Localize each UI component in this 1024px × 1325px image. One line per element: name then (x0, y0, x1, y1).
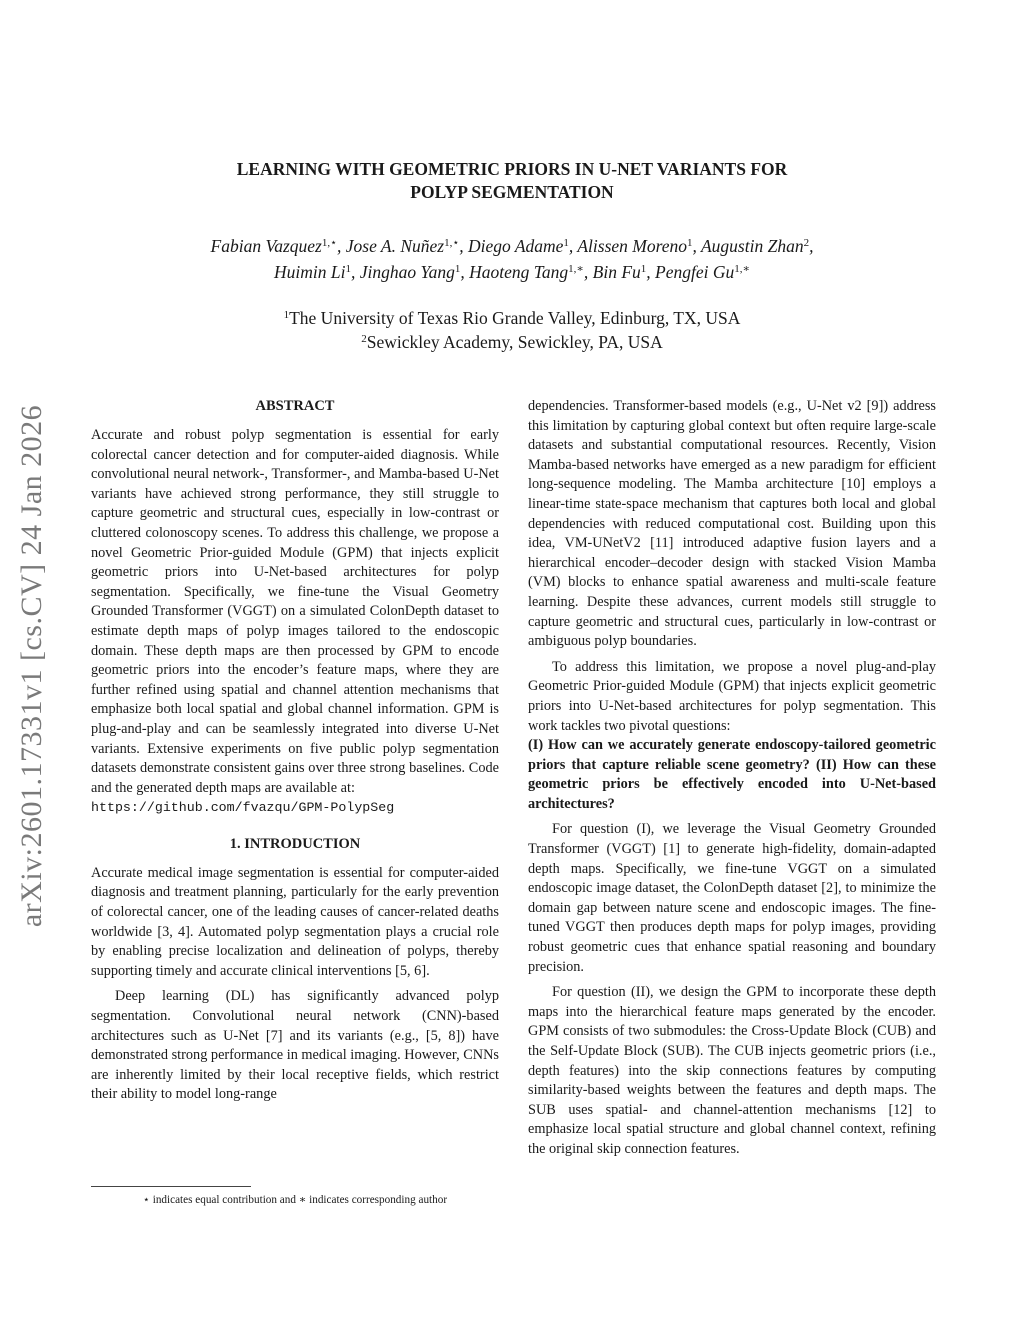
affiliation-1 (150, 306, 874, 330)
intro-paragraph-2: Deep learning (DL) has significantly advanced polyp segmentation. Convolutional neural network (CNN)-based architectures such as U-Net [7] and its variants (e.g., [5, 8]) have demonstrated strong performance in medical imaging. However, CNNs are inherently limited by their local receptive fields, which restrict their ability to model long-range (91, 988, 499, 1103)
arxiv-stamp-text: arXiv:2601.17331v1 [cs.CV] 24 Jan 2026 (15, 404, 48, 928)
footnote: ⋆ indicates equal contribution and ∗ indicates corresponding author (142, 1194, 448, 1206)
author-name: Alissen Moreno (577, 236, 688, 256)
affiliation-text: The University of Texas Rio Grande Valley, Edinburg, TX, USA (289, 308, 741, 328)
question-2: (II) How can these geometric priors be effectively encoded into U-Net-based architectures? (528, 756, 937, 812)
arxiv-stamp (8, 372, 56, 960)
code-url-link[interactable]: https://github.com/fvazqu/GPM-PolypSeg (91, 800, 395, 816)
right-paragraph-4: For question (II), we design the GPM to incorporate these depth maps into the hierarchical feature maps generated by the encoder. GPM consists of two submodules: the Cross-Update Block (CUB) and the Self-Update Block (SUB). The CUB injects geometric priors (i.e., depth features) into the skip connections features by computing similarity-based weights between the features and depth maps. The SUB uses spatial- and channel-attention mechanisms [12] to emphasize local spatial structure and global channel context, refining the original skip connection features. (528, 984, 936, 1157)
author-name: Fabian Vazquez (210, 236, 322, 256)
abstract-paragraph (91, 426, 499, 818)
affiliation-2 (150, 330, 874, 354)
author-affil-sup: 1 (454, 263, 461, 275)
author-affil-sup: 1,∗ (568, 263, 584, 275)
author-name: Huimin Li (274, 262, 346, 282)
author-list (120, 233, 904, 285)
affiliation-text: Sewickley Academy, Sewickley, PA, USA (366, 332, 663, 352)
abstract-heading: ABSTRACT (255, 398, 335, 414)
author-name: Jinghao Yang (359, 262, 455, 282)
paper-title (150, 158, 874, 204)
author-affil-sup: 1,∗ (734, 263, 750, 275)
author-affil-sup: 1 (563, 237, 569, 249)
author-affil-sup: 1 (640, 263, 647, 275)
affiliation-sup: 1 (283, 309, 290, 321)
right-paragraph-3: For question (I), we leverage the Visual Geometry Grounded Transformer (VGGT) [1] to generate high-fidelity, domain-adapted depth maps. Specifically, we fine-tune VGGT on a simulated endoscopic image dataset, the ColonDepth dataset [2], to minimize the domain gap between nature scene and endoscopic images. The fine-tuned VGGT then produces depth maps for polyp images, providing robust geometric cues that enhance spatial reasoning and boundary precision. (528, 821, 936, 975)
author-name: Diego Adame (468, 236, 564, 256)
footnote-divider (91, 1186, 251, 1187)
intro-paragraph-1: Accurate medical image segmentation is essential for computer-aided diagnosis and treatment planning, particularly for the early prevention of colorectal cancer, one of the leading causes of cancer-related deaths worldwide [3, 4]. Automated polyp segmentation plays a crucial role by enabling precise localization and delineation of polyps, thereby supporting timely and accurate clinical interventions [5, 6]. (91, 864, 499, 979)
abstract-text: Accurate and robust polyp segmentation is essential for early colorectal cancer detection and for computer-aided diagnosis. While convolutional neural network-, Transformer-, and Mamba-based U-Net variants have achieved strong performance, they still struggle to capture geometric and structural cues, especially in low-contrast or cluttered colonoscopy scenes. To address this challenge, we propose a novel Geometric Prior-guided Module (GPM) that injects explicit geometric priors into U-Net-based architectures for polyp segmentation. Specifically, we fine-tune the Visual Geometry Grounded Transformer (VGGT) on a simulated ColonDepth dataset to estimate depth maps of polyp images tailored to the endoscopic domain. These depth maps are then processed by GPM to encode geometric priors into the encoder’s feature maps, where they are further refined using spatial and channel attention mechanisms that emphasize both local spatial and global channel information. GPM is plug-and-play and can be seamlessly integrated into diverse U-Net variants. Extensive experiments on five public polyp segmentation datasets demonstrate consistent gains over three strong baselines. Code and the generated depth maps are available at: (91, 427, 499, 796)
right-paragraph-2: To address this limitation, we propose a novel plug-and-play Geometric Prior-guided Module (GPM) that injects explicit geometric priors into U-Net-based architectures for polyp segmentation. This work tackles two pivotal questions: (528, 658, 936, 734)
left-column (91, 396, 499, 1105)
author-name: Bin Fu (592, 262, 641, 282)
introduction-heading: 1. INTRODUCTION (229, 835, 361, 852)
author-affil-sup: 1 (345, 263, 351, 275)
affiliations (150, 306, 874, 354)
author-line-2: Huimin Li$^1$, Jinghao Yang$^1$, Haoteng Tang$^{1,∗}$, Bin Fu$^1$, Pengfei $Gu^{1,∗}$ (274, 262, 750, 282)
author-name: Augustin Zhan (700, 236, 804, 256)
author-affil-sup: 1,⋆ (444, 237, 460, 249)
title-line-1: LEARNING WITH GEOMETRIC PRIORS IN U-NET VARIANTS FOR (236, 159, 788, 179)
right-column (528, 397, 936, 1160)
research-questions (528, 736, 936, 814)
author-name: Jose A. Nuñez (345, 236, 445, 256)
question-1: (I) How can we accurately generate endoscopy-tailored geometric priors that capture reliable scene geometry? (528, 737, 936, 773)
author-line-1: Fabian Vazquez$^{1,⋆}$, Jose A. Nuñez$^{1,⋆}$, Diego Adame$^1$, Alissen Moreno$^1$, Augustin Zhan$^2$, (210, 236, 814, 256)
author-name: Pengfei Gu (655, 262, 735, 282)
affiliation-sup: 2 (361, 333, 367, 345)
author-affil-sup: 1,⋆ (321, 237, 338, 249)
author-affil-sup: 1 (687, 237, 693, 249)
author-affil-sup: 2 (803, 237, 810, 249)
author-name: Haoteng Tang (469, 262, 569, 282)
title-line-2: POLYP SEGMENTATION (410, 182, 614, 202)
right-paragraph-1: dependencies. Transformer-based models (e.g., U-Net v2 [9]) address this limitation by capturing global context but often require large-scale datasets and substantial computational resources. Recently, Vision Mamba-based networks have emerged as a new paradigm for efficient long-sequence modeling. The Mamba architecture [10] employs a linear-time state-space mechanism that captures both local and global dependencies with reduced computational cost. Building upon this idea, VM-UNetV2 [11] introduced adaptive fusion layers and a hierarchical encoder–decoder design with stacked Vision Mamba (VM) blocks to enhance spatial awareness and multi-scale feature learning. Despite these advances, current models still struggle to capture geometric and structural cues, particularly in low-contrast or ambiguous polyp boundaries. (528, 398, 936, 650)
